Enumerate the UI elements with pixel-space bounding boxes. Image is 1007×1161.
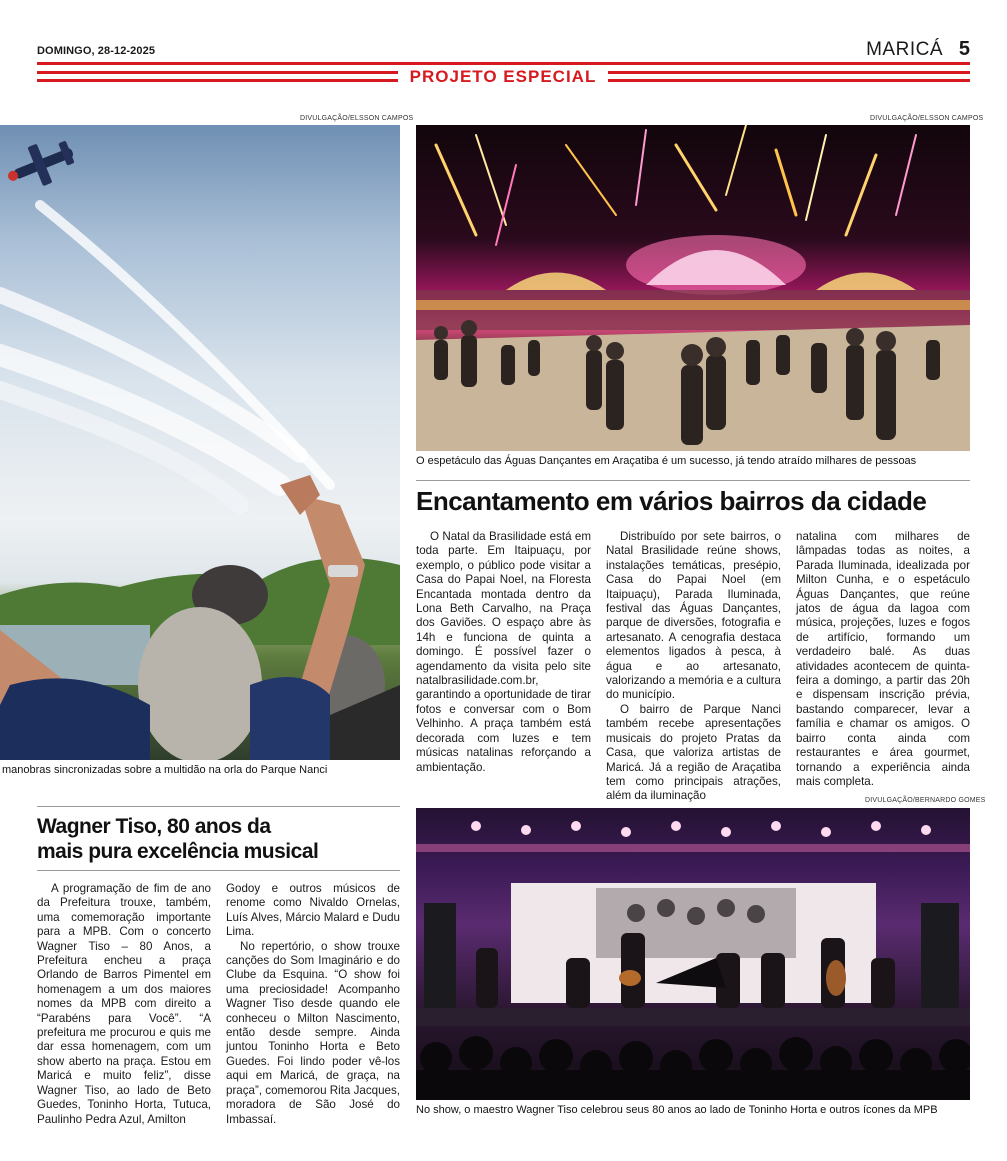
photo-credit-concert: DIVULGAÇÃO/BERNARDO GOMES [865,797,986,804]
section-label: PROJETO ESPECIAL [409,67,597,86]
tiso-paragraph: Godoy e outros músicos de renome como Nivaldo Ornelas, Luís Alves, Márcio Malard e Dudu Lima. [226,882,400,939]
article-headline: Encantamento em vários bairros da cidade [416,486,927,516]
fireworks-illustration [416,125,970,451]
photo-credit-fireworks: DIVULGAÇÃO/ELSSON CAMPOS [870,115,984,122]
article-divider [416,480,970,481]
header-rule-left-2 [37,79,398,82]
header-rule-left-1 [37,71,398,74]
photo-caption-concert: No show, o maestro Wagner Tiso celebrou seus 80 anos ao lado de Toninho Horta e outros ícones da MPB [416,1104,938,1116]
article-column-2 [606,530,781,804]
article-paragraph: natalina com milhares de lâmpadas todas as noites, a Parada Iluminada, idealizada por Milton Cunha, e o espetáculo Águas Dançantes, que reúne jatos de água da lagoa com música, projeções, luzes e fogos de artifício, formando um verdadeiro balé. As duas atividades acontecem de quinta-feira a domingo, a partir das 20h e dispensam inscrição prévia, bastando comparecer, levar a família e chamar os amigos. O bairro conta ainda com restaurantes e área gourmet, tornando a experiência ainda mais completa. [796,530,970,788]
photo-caption-plane: manobras sincronizadas sobre a multidão na orla do Parque Nanci [2,764,328,776]
tiso-column-2 [226,882,400,1127]
airshow-photo [0,125,400,760]
photo-credit-plane: DIVULGAÇÃO/ELSSON CAMPOS [300,115,414,122]
tiso-divider [37,806,400,807]
tiso-paragraph: A programação de fim de ano da Prefeitura trouxe, também, uma comemoração importante para a MPB. Com o concerto Wagner Tiso – 80 Anos, a Prefeitura encheu a praça Orlando de Barros Pimentel em homenagem a um dos maiores nomes da MPB com direito a “Parabéns para Você”. “A prefeitura me procurou e quis me dar essa homenagem, com um show aberto na praça. Estou em Maricá e muito feliz”, disse Wagner Tiso, ao lado de Beto Guedes, Toninho Horta, Tutuca, Paulinho Pedra Azul, Amilton [37,882,211,1126]
city-name: MARICÁ [866,39,943,60]
concert-illustration [416,808,970,1100]
photo-caption-fireworks: O espetáculo das Águas Dançantes em Araçatiba é um sucesso, já tendo atraído milhares de pessoas [416,455,917,467]
page-number: 5 [958,38,970,60]
article-column-1 [416,530,591,775]
article-column-3 [796,530,970,789]
concert-photo [416,808,970,1100]
header-rule-right-1 [608,71,970,74]
airshow-illustration [0,125,400,760]
tiso-column-1 [37,882,211,1127]
tiso-headline-line-2: mais pura excelência musical [37,840,319,863]
tiso-headline-rule [37,870,400,871]
tiso-headline [37,814,400,864]
header-rule-right-2 [608,79,970,82]
tiso-headline-line-1: Wagner Tiso, 80 anos da [37,815,271,838]
article-paragraph: O Natal da Brasilidade está em toda parte. Em Itaipuaçu, por exemplo, o público pode visitar a Casa do Papai Noel, na Floresta Encantada montada dentro da Lona Beth Carvalho, na Praça dos Gaviões. O espaço abre às 14h e funciona de quinta a domingo. É possível fazer o agendamento da visita pelo site natalbrasilidade.com.br, garantindo a oportunidade de tirar fotos e conversar com o Bom Velhinho. A praça também está decorada com luzes e tem músicas natalinas reforçando a ambientação. [416,530,591,774]
issue-date: DOMINGO, 28-12-2025 [37,45,156,57]
article-paragraph: Distribuído por sete bairros, o Natal Brasilidade reúne shows, instalações temáticas, presépio, Casa do Papai Noel (em Itaipuaçu), Parada Iluminada, festival das Águas Dançantes, parque de diversões, fotografia e artesanato. A cenografia destaca elementos ligados à pesca, à água e ao artesanato, valorizando a memória e a cultura do município. [606,530,781,702]
article-paragraph: O bairro de Parque Nanci também recebe apresentações musicais do projeto Pratas da Casa, que valoriza artistas de Maricá. Já a região de Araçatiba tem como principais atrações, além da iluminação [606,702,781,803]
tiso-paragraph: No repertório, o show trouxe canções do Som Imaginário e do Clube da Esquina. “O show foi uma preciosidade! Acompanho Wagner Tiso desde quando ele conheceu o Milton Nascimento, então desde sempre. Ainda juntou Toninho Horta e Beto Guedes. Foi lindo poder vê-los aqui em Maricá, de graça, na praça”, comemorou Rita Jacques, moradora de São José do Imbassaí. [226,939,400,1126]
header-rule-top [37,62,970,65]
fireworks-photo [416,125,970,451]
